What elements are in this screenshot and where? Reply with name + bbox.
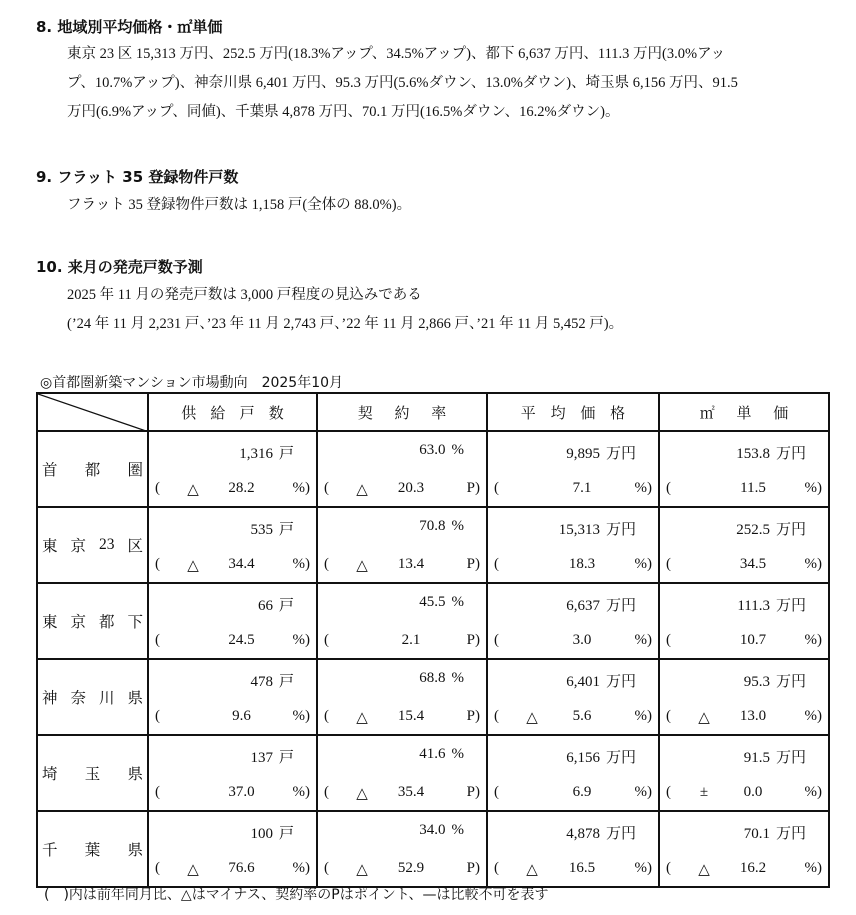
cell-unit-price-per-sqm [659, 431, 829, 507]
value: 41.6 [419, 746, 446, 762]
unit: % [451, 518, 464, 534]
value-line [736, 518, 806, 539]
unit: % [451, 746, 464, 762]
section-9-line: フラット 35 登録物件戸数は 1,158 戸(全体の 88.0%)。 [67, 197, 412, 213]
change-value: 5.6 [572, 708, 592, 724]
unit: 万円 [605, 598, 636, 614]
change-value: 7.1 [572, 480, 592, 496]
section-8-body [67, 40, 827, 127]
value: 1,316 [239, 446, 273, 462]
change-unit: %) [804, 632, 822, 648]
unit: 戸 [278, 446, 294, 462]
change-unit: %) [634, 708, 652, 724]
open-paren: ( [324, 556, 329, 572]
change-value: 28.2 [228, 480, 255, 496]
header-supply-units [148, 393, 317, 431]
region-char: 東 [42, 538, 58, 555]
change-line [666, 860, 822, 879]
value: 6,637 [566, 598, 600, 614]
change-line [324, 632, 480, 649]
section-10-line: (’24 年 11 月 2,231 戸、’23 年 11 月 2,743 戸、’22 年 11 月 2,866 戸、’21 年 11 月 5,452 戸)。 [67, 316, 624, 332]
change-value: 20.3 [397, 480, 425, 496]
change-unit: %) [804, 784, 822, 800]
region-cell [37, 735, 148, 811]
change-unit: P) [466, 784, 480, 800]
cell-supply-units [148, 507, 317, 583]
open-paren: ( [155, 784, 160, 800]
region-char: 首 [42, 462, 58, 479]
change-value: 15.4 [397, 708, 425, 724]
change-sign [520, 632, 544, 649]
header-char: 単 [736, 405, 752, 422]
unit: 戸 [278, 674, 294, 690]
value-line [737, 594, 806, 615]
unit: 万円 [775, 750, 806, 766]
value: 66 [257, 598, 273, 614]
region-char: 区 [127, 538, 143, 555]
unit: 万円 [605, 826, 636, 842]
header-unit-price-per-sqm [659, 393, 829, 431]
value: 45.5 [419, 594, 446, 610]
value: 15,313 [558, 522, 600, 538]
value: 137 [250, 750, 273, 766]
cell-unit-price-per-sqm [659, 659, 829, 735]
change-line [666, 480, 822, 497]
change-value: 24.5 [228, 632, 255, 648]
change-unit: P) [466, 708, 480, 724]
change-unit: %) [634, 556, 652, 572]
change-unit: %) [292, 860, 310, 876]
open-paren: ( [494, 480, 499, 496]
change-unit: %) [804, 708, 822, 724]
change-unit: P) [466, 860, 480, 876]
cell-average-price [487, 811, 659, 887]
table-row [37, 659, 829, 735]
region-char: 奈 [70, 690, 86, 707]
region-char: 下 [127, 614, 143, 631]
change-line [324, 860, 480, 879]
region-char: 埼 [42, 766, 58, 783]
change-sign: △ [187, 558, 199, 574]
change-line [494, 708, 652, 727]
change-sign [520, 480, 544, 497]
cell-contract-rate [317, 507, 487, 583]
open-paren: ( [155, 556, 160, 572]
cell-average-price [487, 659, 659, 735]
table-note: ( )内は前年同月比、△はマイナス、契約率のPはポイント、—は比較不可を表す [44, 887, 549, 903]
change-sign: △ [698, 710, 710, 726]
change-line [155, 480, 310, 499]
change-unit: %) [292, 784, 310, 800]
change-value: 3.0 [572, 632, 592, 648]
value-line [744, 670, 806, 691]
change-sign: △ [356, 710, 368, 726]
region-char: 23 [99, 536, 115, 553]
value-line [419, 670, 464, 687]
change-value: 18.3 [568, 556, 596, 572]
value-line [250, 670, 294, 691]
header-char: 率 [431, 405, 447, 422]
open-paren: ( [666, 480, 671, 496]
header-char: ㎡ [699, 405, 715, 422]
header-char: 給 [210, 405, 226, 422]
change-line [155, 784, 310, 801]
value: 252.5 [736, 522, 770, 538]
region-char: 都 [84, 462, 101, 479]
cell-unit-price-per-sqm [659, 811, 829, 887]
cell-average-price [487, 583, 659, 659]
table-row [37, 431, 829, 507]
value-line [258, 594, 294, 615]
change-line [155, 556, 310, 575]
open-paren: ( [324, 632, 329, 648]
cell-supply-units [148, 431, 317, 507]
region-char: 県 [127, 766, 143, 783]
cell-average-price [487, 735, 659, 811]
header-char: 戸 [239, 405, 255, 422]
value-line [736, 442, 806, 463]
section-8-line: プ、10.7%アップ)、神奈川県 6,401 万円、95.3 万円(5.6%ダウン、13.0%ダウン)、埼玉県 6,156 万円、91.5 [67, 75, 738, 91]
header-char: 価 [773, 405, 789, 422]
change-unit: %) [292, 480, 310, 496]
table-row [37, 507, 829, 583]
change-sign: △ [356, 862, 368, 878]
market-trend-table [36, 392, 830, 888]
open-paren: ( [666, 632, 671, 648]
value: 478 [250, 674, 273, 690]
change-unit: %) [804, 480, 822, 496]
header-char: 平 [520, 405, 536, 422]
region-char: 玉 [84, 766, 101, 783]
change-value: 9.6 [232, 708, 251, 724]
cell-unit-price-per-sqm [659, 735, 829, 811]
change-value: 2.1 [401, 632, 421, 648]
corner-cell [37, 393, 148, 431]
value: 70.1 [743, 826, 770, 842]
cell-unit-price-per-sqm [659, 507, 829, 583]
value: 6,401 [566, 674, 600, 690]
value: 63.0 [419, 442, 446, 458]
change-unit: %) [804, 556, 822, 572]
cell-unit-price-per-sqm [659, 583, 829, 659]
value-line [559, 518, 636, 539]
open-paren: ( [494, 784, 499, 800]
cell-contract-rate [317, 735, 487, 811]
change-sign: △ [187, 482, 199, 498]
value-line [744, 822, 806, 843]
change-unit: P) [466, 632, 480, 648]
region-char: 川 [98, 690, 115, 707]
open-paren: ( [155, 480, 160, 496]
change-sign [692, 556, 716, 573]
region-char: 都 [98, 614, 115, 631]
cell-supply-units [148, 583, 317, 659]
cell-supply-units [148, 735, 317, 811]
change-line [494, 784, 652, 801]
change-value: 34.5 [739, 556, 767, 572]
region-cell [37, 811, 148, 887]
cell-contract-rate [317, 811, 487, 887]
value-line [566, 746, 636, 767]
change-unit: %) [634, 860, 652, 876]
header-char: 約 [394, 405, 410, 422]
value: 70.8 [419, 518, 446, 534]
value-line [419, 822, 464, 839]
change-unit: %) [634, 784, 652, 800]
change-sign [692, 480, 716, 497]
change-value: 11.5 [740, 480, 766, 496]
change-sign: △ [526, 710, 538, 726]
change-line [155, 708, 310, 725]
value: 4,878 [566, 826, 600, 842]
open-paren: ( [666, 708, 671, 724]
region-char: 葉 [84, 842, 101, 859]
change-unit: P) [466, 556, 480, 572]
change-sign [520, 556, 544, 573]
region-char: 県 [127, 690, 143, 707]
value: 111.3 [737, 598, 770, 614]
unit: 万円 [775, 522, 806, 538]
unit: 万円 [605, 446, 636, 462]
section-10-title: 10. 来月の発売戸数予測 [36, 258, 203, 276]
unit: 戸 [278, 750, 294, 766]
unit: 万円 [775, 598, 806, 614]
value-line [566, 670, 636, 691]
value: 68.8 [419, 670, 446, 686]
change-line [324, 556, 480, 575]
region-char: 圏 [127, 462, 143, 479]
table-row [37, 583, 829, 659]
change-sign: △ [356, 482, 368, 498]
value-line [250, 746, 294, 767]
value: 6,156 [566, 750, 600, 766]
open-paren: ( [324, 708, 329, 724]
header-char: 供 [181, 405, 197, 422]
value: 535 [250, 522, 273, 538]
header-average-price [487, 393, 659, 431]
value-line [419, 442, 464, 459]
section-8-line: 万円(6.9%アップ、同値)、千葉県 4,878 万円、70.1 万円(16.5%ダウン、16.2%ダウン)。 [67, 104, 620, 120]
change-value: 6.9 [572, 784, 592, 800]
change-line [494, 480, 652, 497]
change-sign: △ [698, 862, 710, 878]
cell-contract-rate [317, 583, 487, 659]
value: 153.8 [736, 446, 770, 462]
region-cell [37, 583, 148, 659]
diagonal-line-icon [38, 394, 149, 432]
change-sign [350, 632, 374, 649]
change-unit: %) [634, 480, 652, 496]
unit: 万円 [605, 674, 636, 690]
unit: 万円 [775, 826, 806, 842]
cell-average-price [487, 431, 659, 507]
open-paren: ( [155, 632, 160, 648]
region-char: 県 [127, 842, 143, 859]
header-contract-rate [317, 393, 487, 431]
unit: 万円 [605, 522, 636, 538]
section-10-line: 2025 年 11 月の発売戸数は 3,000 戸程度の見込みである [67, 287, 422, 303]
region-char: 千 [42, 842, 58, 859]
value-line [419, 518, 464, 535]
open-paren: ( [324, 860, 329, 876]
change-unit: %) [634, 632, 652, 648]
open-paren: ( [666, 556, 671, 572]
change-value: 13.0 [739, 708, 767, 724]
change-line [494, 632, 652, 649]
cell-average-price [487, 507, 659, 583]
change-sign [181, 784, 205, 801]
region-char: 東 [42, 614, 58, 631]
region-cell [37, 431, 148, 507]
unit: 万円 [775, 674, 806, 690]
change-value: 0.0 [743, 784, 763, 800]
region-cell [37, 659, 148, 735]
unit: 戸 [278, 598, 294, 614]
value: 91.5 [743, 750, 770, 766]
region-cell [37, 507, 148, 583]
change-unit: %) [804, 860, 822, 876]
change-line [324, 784, 480, 803]
value: 34.0 [419, 822, 446, 838]
open-paren: ( [324, 784, 329, 800]
open-paren: ( [155, 860, 160, 876]
change-unit: P) [466, 480, 480, 496]
section-9-title: 9. フラット 35 登録物件戸数 [36, 168, 239, 186]
unit: 万円 [775, 446, 806, 462]
unit: % [451, 822, 464, 838]
open-paren: ( [494, 708, 499, 724]
change-sign: △ [356, 558, 368, 574]
value-line [744, 746, 806, 767]
header-char: 契 [357, 405, 373, 422]
value-line [566, 594, 636, 615]
value-line [250, 822, 294, 843]
change-line [666, 632, 822, 649]
section-10-body [67, 281, 827, 339]
value: 95.3 [743, 674, 770, 690]
table-row [37, 811, 829, 887]
change-line [666, 784, 822, 801]
change-sign [181, 632, 205, 649]
change-sign: △ [526, 862, 538, 878]
cell-supply-units [148, 811, 317, 887]
table-row [37, 735, 829, 811]
header-char: 格 [610, 405, 626, 422]
unit: 戸 [278, 522, 294, 538]
change-line [155, 632, 310, 649]
value: 100 [250, 826, 273, 842]
change-value: 10.7 [739, 632, 767, 648]
change-line [494, 556, 652, 573]
section-9-body [67, 191, 827, 220]
unit: 戸 [278, 826, 294, 842]
change-value: 37.0 [228, 784, 255, 800]
change-line [324, 708, 480, 727]
open-paren: ( [666, 860, 671, 876]
open-paren: ( [666, 784, 671, 800]
header-char: 価 [580, 405, 596, 422]
table-caption: ◎首都圏新築マンション市場動向 2025年10月 [40, 375, 344, 391]
unit: % [451, 670, 464, 686]
value-line [250, 518, 294, 539]
cell-supply-units [148, 659, 317, 735]
table-header-row [37, 393, 829, 431]
change-value: 13.4 [397, 556, 425, 572]
change-value: 16.2 [739, 860, 767, 876]
change-sign: △ [356, 786, 368, 802]
change-sign: ± [699, 784, 709, 800]
section-8-title: 8. 地域別平均価格・㎡単価 [36, 18, 223, 36]
change-value: 76.6 [228, 860, 255, 876]
open-paren: ( [155, 708, 160, 724]
change-value: 16.5 [568, 860, 596, 876]
value: 9,895 [566, 446, 600, 462]
value-line [566, 442, 636, 463]
header-char: 均 [550, 405, 566, 422]
cell-contract-rate [317, 659, 487, 735]
value-line [419, 746, 464, 763]
open-paren: ( [494, 556, 499, 572]
change-value: 34.4 [228, 556, 255, 572]
change-line [155, 860, 310, 879]
change-sign [520, 784, 544, 801]
change-sign [181, 708, 205, 725]
open-paren: ( [494, 860, 499, 876]
cell-contract-rate [317, 431, 487, 507]
open-paren: ( [324, 480, 329, 496]
change-unit: %) [292, 708, 310, 724]
region-char: 京 [70, 614, 86, 631]
change-sign: △ [187, 862, 199, 878]
value-line [419, 594, 464, 611]
region-char: 京 [70, 538, 87, 555]
change-line [324, 480, 480, 499]
change-unit: %) [292, 632, 310, 648]
change-unit: %) [292, 556, 310, 572]
value-line [566, 822, 636, 843]
header-char: 数 [268, 405, 284, 422]
change-value: 52.9 [397, 860, 425, 876]
unit: % [451, 442, 464, 458]
change-line [666, 708, 822, 727]
unit: 万円 [605, 750, 636, 766]
change-line [666, 556, 822, 573]
open-paren: ( [494, 632, 499, 648]
region-char: 神 [42, 690, 58, 707]
value-line [239, 442, 294, 463]
change-line [494, 860, 652, 879]
unit: % [451, 594, 464, 610]
section-8-line: 東京 23 区 15,313 万円、252.5 万円(18.3%アップ、34.5%アップ)、都下 6,637 万円、111.3 万円(3.0%アッ [67, 46, 726, 62]
change-sign [692, 632, 716, 649]
change-value: 35.4 [397, 784, 425, 800]
